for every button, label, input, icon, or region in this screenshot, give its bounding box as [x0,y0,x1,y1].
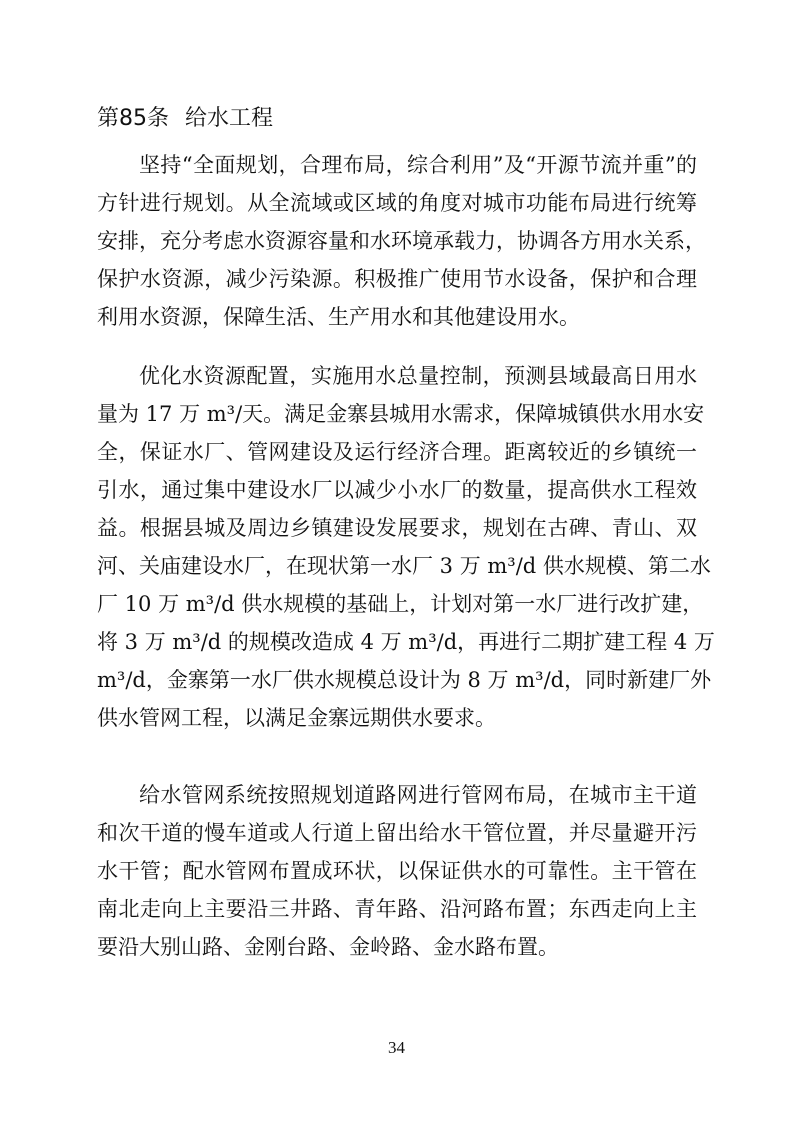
paragraph-line: 南北走向上主要沿三井路、青年路、沿河路布置；东西走向上主 [97,897,697,921]
paragraph-line: 河、关庙建设水厂，在现状第一水厂 3 万 m³/d 供水规模、第二水 [97,554,711,578]
paragraph-line: 利用水资源，保障生活、生产用水和其他建设用水。 [97,305,580,329]
paragraph-pipe-network [97,776,697,966]
paragraph-line: 益。根据县城及周边乡镇建设发展要求，规划在古碑、青山、双 [97,516,697,540]
paragraph-line: 量为 17 万 m³/天。满足金寨县城用水需求，保障城镇供水用水安 [97,402,705,426]
paragraph-line: 厂 10 万 m³/d 供水规模的基础上，计划对第一水厂进行改扩建， [97,592,704,616]
paragraph-line: 安排，充分考虑水资源容量和水环境承载力，协调各方用水关系， [97,229,706,253]
paragraph-line: 水干管；配水管网布置成环状，以保证供水的可靠性。主干管在 [97,859,697,883]
paragraph-line: 和次干道的慢车道或人行道上留出给水干管位置，并尽量避开污 [97,821,697,845]
paragraph-line: 引水，通过集中建设水厂以减少小水厂的数量，提高供水工程效 [97,478,697,502]
paragraph-line: m³/d，金寨第一水厂供水规模总设计为 8 万 m³/d，同时新建厂外 [97,668,712,692]
paragraph-line: 给水管网系统按照规划道路网进行管网布局，在城市主干道 [139,783,697,807]
article-heading [97,104,273,134]
page-number: 34 [388,1038,405,1057]
paragraph-line: 全，保证水厂、管网建设及运行经济合理。距离较近的乡镇统一 [97,440,697,464]
paragraph-water-allocation [97,357,715,737]
paragraph-line: 保护水资源，减少污染源。积极推广使用节水设备，保护和合理 [97,267,697,291]
paragraph-line: 将 3 万 m³/d 的规模改造成 4 万 m³/d，再进行二期扩建工程 4 万 [97,630,715,654]
paragraph-line: 优化水资源配置，实施用水总量控制，预测县域最高日用水 [139,364,697,388]
article-number: 第85条 [97,106,169,131]
paragraph-line: 供水管网工程，以满足金寨远期供水要求。 [97,706,496,730]
article-title: 给水工程 [185,106,274,131]
paragraph-line: 方针进行规划。从全流域或区域的角度对城市功能布局进行统筹 [97,191,697,215]
paragraph-planning-principles [97,146,706,336]
paragraph-line: 要沿大别山路、金刚台路、金岭路、金水路布置。 [97,935,559,959]
paragraph-line: 坚持“全面规划，合理布局，综合利用”及“开源节流并重”的 [139,153,697,177]
